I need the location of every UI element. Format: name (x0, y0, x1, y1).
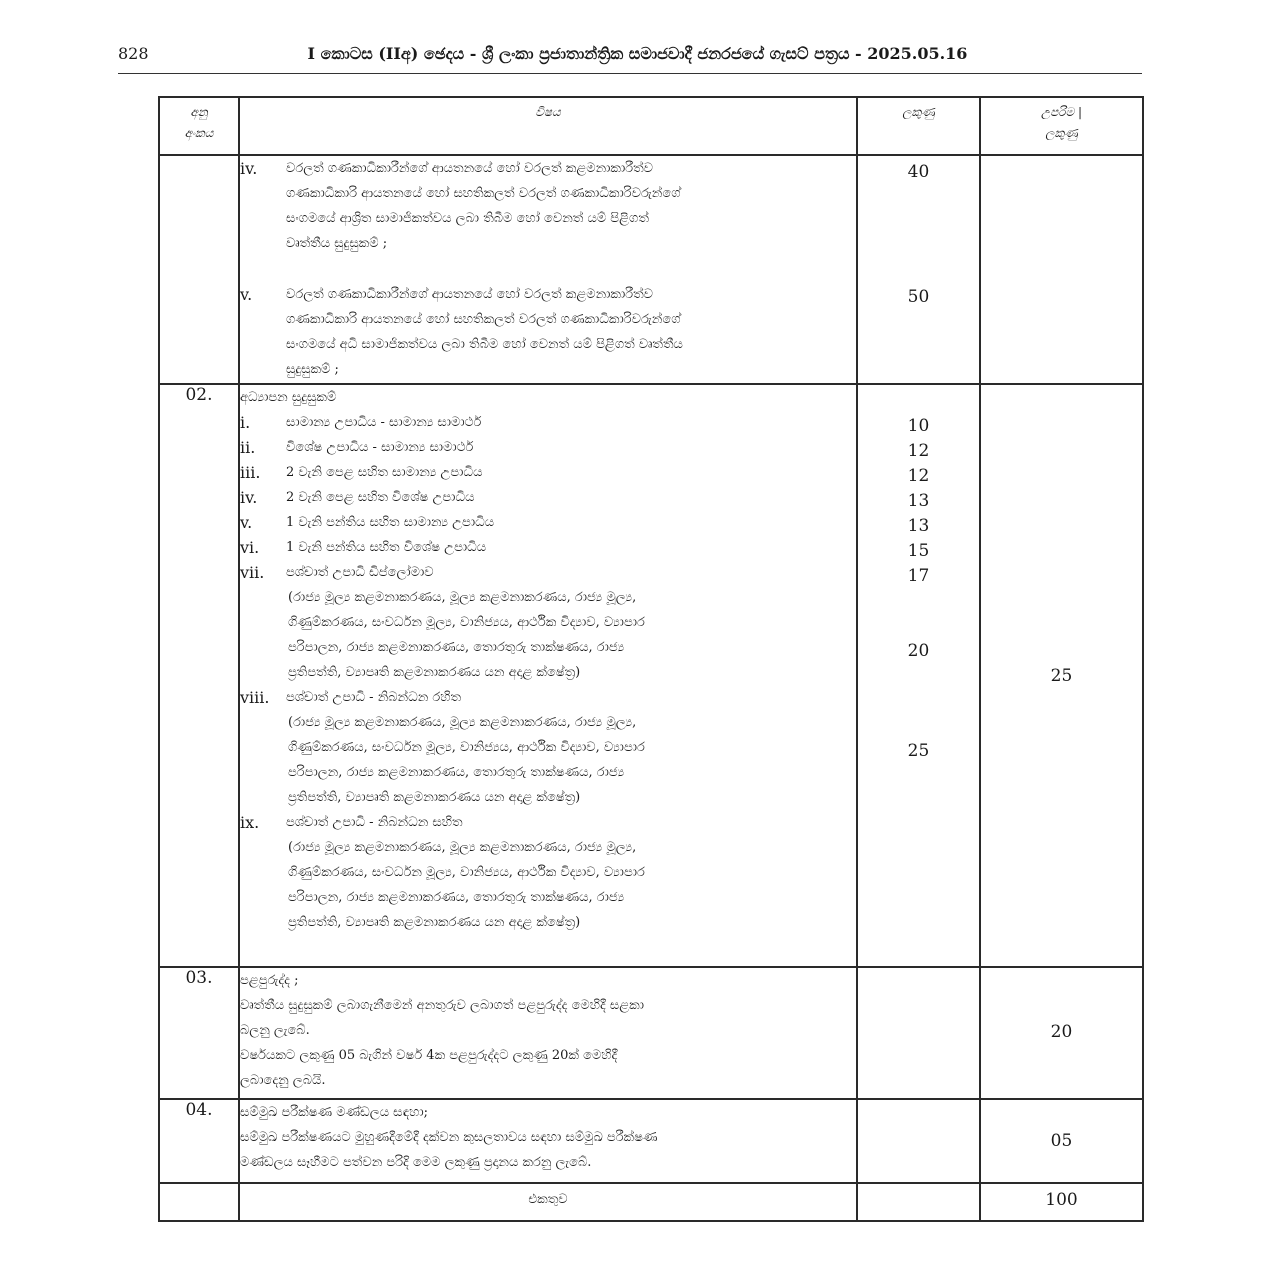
fields-list-viii (240, 710, 856, 810)
item-numeral: ix. (240, 813, 260, 832)
col-header-number-line2: අංකය (184, 126, 214, 140)
list-item (240, 485, 856, 510)
header-rule (118, 73, 1142, 74)
list-item (240, 460, 856, 485)
item-text (286, 282, 856, 382)
item-numeral: v. (240, 285, 253, 304)
text-line: පරිපාලන, රාජ්‍ය කළමනාකරණය, තොරතුරු තාක්ෂණය, රාජ්‍ය (288, 765, 625, 780)
text-line: (රාජ්‍ය මූල්‍ය කළමනාකරණය, මූල්‍ය කළමනාකරණය, රාජ්‍ය මූල්‍ය, (288, 715, 637, 730)
list-item (240, 685, 856, 710)
marks-value: 15 (907, 541, 930, 561)
text-line: වර්ෂයකට ලකුණු 05 බැගින් වර්ෂ 4ක පළපුරුද්දට ලකුණු 20ක් මෙහිදී (240, 1048, 618, 1063)
marks-value: 12 (907, 466, 930, 486)
item-text: පශ්චාත් උපාධි - නිබන්ධන සහිත (286, 815, 463, 830)
text-line: ගණකාධිකාරි ආයතනයේ හෝ සහතිකලත් වරලත් ගණකාධිකාරිවරුන්ගේ (286, 312, 681, 327)
text-line: ප්‍රතිපත්ති, ව්‍යාපෘති කළමනාකරණය යන අදාළ ක්ෂේත්‍ර) (288, 915, 581, 930)
text-line: සංගමයේ ආශ්‍රිත සාමාජිකත්වය ලබා තිබීම හෝ වෙනත් යම් පිළිගත් (286, 211, 649, 226)
item-numeral: iv. (240, 159, 258, 178)
total-number-empty (159, 1183, 239, 1221)
fields-list-vii (240, 585, 856, 685)
row-max-interview (980, 1099, 1143, 1183)
text-line: වෘත්තීය සුදුසුකම් ; (286, 236, 388, 251)
text-line: (රාජ්‍ය මූල්‍ය කළමනාකරණය, මූල්‍ය කළමනාකරණය, රාජ්‍ය මූල්‍ය, (288, 840, 637, 855)
running-title: I කොටස (IIඅ) ඡෙදය - ශ්‍රී ලංකා ප්‍රජාතාන්ත්‍රික සමාජවාදී ජනරජයේ ගැසට් පත්‍රය - 2025.05.16 (307, 44, 968, 63)
row-max-education (980, 384, 1143, 967)
table-row-continuation (159, 155, 1143, 384)
item-text: පශ්චාත් උපාධි - නිබන්ධන රහිත (286, 690, 462, 705)
item-numeral: i. (240, 413, 251, 432)
text-line: පරිපාලන, රාජ්‍ය කළමනාකරණය, තොරතුරු තාක්ෂණය, රාජ්‍ය (288, 640, 625, 655)
max-marks-value: 05 (1050, 1131, 1073, 1151)
section-heading: සම්මුඛ පරීක්ෂණ මණ්ඩලය සඳහා; (240, 1105, 429, 1120)
row-marks-professional (857, 155, 980, 384)
table-row-total (159, 1183, 1143, 1221)
row-subject-education (239, 384, 857, 967)
marks-value: 40 (907, 162, 930, 182)
row-marks-empty (857, 1099, 980, 1183)
item-text (286, 156, 856, 256)
page-number: 828 (118, 44, 149, 63)
list-item (240, 435, 856, 460)
text-line: ගිණුම්කරණය, සංවර්ධන මූල්‍ය, වානිජ්‍යය, ආර්ථික විද්‍යාව, ව්‍යාපාර (288, 615, 645, 630)
row-subject-professional (239, 155, 857, 384)
list-item (240, 560, 856, 585)
marks-value: 17 (907, 566, 930, 586)
text-line: සංගමයේ අධි සාමාජිකත්වය ලබා තිබීම හෝ වෙනත් යම් පිළිගත් වෘත්තීය (286, 337, 683, 352)
item-text: 1 වැනි පන්තිය සහිත විශේෂ උපාධිය (286, 540, 487, 555)
spacer (240, 256, 856, 282)
item-numeral: vi. (240, 538, 260, 557)
col-header-marks (857, 97, 980, 155)
item-numeral: ii. (240, 438, 256, 457)
col-header-subject (239, 97, 857, 155)
total-label: එකතුව (239, 1183, 857, 1221)
list-item-prof-v (240, 282, 856, 382)
row-subject-experience (239, 967, 857, 1099)
item-text: 2 වැනි පෙළ සහිත සාමාන්‍ය උපාධිය (286, 465, 483, 480)
section-heading: පළපුරුද්ද ; (240, 973, 299, 988)
item-numeral: v. (240, 513, 253, 532)
table-row-education (159, 384, 1143, 967)
paragraph (240, 1125, 856, 1175)
marks-value: 10 (907, 416, 930, 436)
marks-value: 50 (907, 287, 930, 307)
item-numeral: iii. (240, 463, 261, 482)
col-header-marks-label: ලකුණු (902, 105, 935, 119)
col-header-number-line1: අනු (190, 105, 208, 119)
item-text: විශේෂ උපාධිය - සාමාන්‍ය සාමාර්ථ (286, 440, 474, 455)
paragraph (240, 993, 856, 1043)
text-line: ලබාදෙනු ලබයි. (240, 1073, 326, 1088)
marks-value: 13 (907, 516, 930, 536)
marks-value: 25 (907, 741, 930, 761)
text-line: (රාජ්‍ය මූල්‍ය කළමනාකරණය, මූල්‍ය කළමනාකරණය, රාජ්‍ය මූල්‍ය, (288, 590, 637, 605)
text-line: වරලත් ගණකාධිකාරීන්ගේ ආයතනයේ හෝ වරලත් කළමනාකාරීත්ව (286, 287, 654, 302)
list-item (240, 810, 856, 835)
row-number-empty (159, 155, 239, 384)
row-marks-education (857, 384, 980, 967)
text-line: ගිණුම්කරණය, සංවර්ධන මූල්‍ය, වානිජ්‍යය, ආර්ථික විද්‍යාව, ව්‍යාපාර (288, 740, 645, 755)
list-item (240, 535, 856, 560)
marks-table (158, 96, 1144, 1222)
text-line: ගිණුම්කරණය, සංවර්ධන මූල්‍ය, වානිජ්‍යය, ආර්ථික විද්‍යාව, ව්‍යාපාර (288, 865, 645, 880)
row-max-experience (980, 967, 1143, 1099)
text-line: මණ්ඩලය සෑහීමට පත්වන පරිදි මෙම ලකුණු ප්‍රදානය කරනු ලැබේ. (240, 1155, 592, 1170)
list-item (240, 510, 856, 535)
row-subject-interview (239, 1099, 857, 1183)
text-line: වෘත්තීය සුදුසුකම් ලබාගැනීමෙන් අනතුරුව ලබාගත් පළපුරුද්ද මෙහිදී සළකා (240, 998, 645, 1013)
item-text: සාමාන්‍ය උපාධිය - සාමාන්‍ය සාමාර්ථ (286, 415, 482, 430)
total-marks-empty (857, 1183, 980, 1221)
marks-value: 12 (907, 441, 930, 461)
col-header-subject-label: විෂය (535, 105, 561, 119)
list-item-prof-iv (240, 156, 856, 256)
fields-list-ix (240, 835, 856, 935)
col-header-number (159, 97, 239, 155)
item-numeral: vii. (240, 563, 265, 582)
list-item (240, 410, 856, 435)
item-text: 1 වැනි පන්තිය සහිත සාමාන්‍ය උපාධිය (286, 515, 495, 530)
text-line: ගණකාධිකාරි ආයතනයේ හෝ සහතිකලත් වරලත් ගණකාධිකාරිවරුන්ගේ (286, 186, 681, 201)
row-number: 03. (159, 967, 239, 1099)
item-numeral: viii. (240, 688, 270, 707)
row-number: 02. (159, 384, 239, 967)
item-text: 2 වැනි පෙළ සහිත විශේෂ උපාධිය (286, 490, 475, 505)
section-heading: අධ්‍යාපන සුදුසුකම් (240, 390, 337, 405)
table-header-row (159, 97, 1143, 155)
paragraph (240, 1043, 856, 1093)
text-line: ප්‍රතිපත්ති, ව්‍යාපෘති කළමනාකරණය යන අදාළ ක්ෂේත්‍ර) (288, 790, 581, 805)
col-header-max-line2: ලකුණු (1045, 126, 1078, 140)
text-line: පරිපාලන, රාජ්‍ය කළමනාකරණය, තොරතුරු තාක්ෂණය, රාජ්‍ය (288, 890, 625, 905)
item-numeral: iv. (240, 488, 258, 507)
table-row-experience (159, 967, 1143, 1099)
text-line: වරලත් ගණකාධිකාරීන්ගේ ආයතනයේ හෝ වරලත් කළමනාකාරීත්ව (286, 161, 654, 176)
col-header-max-line1: උපරිම | (1040, 105, 1082, 119)
marks-value: 20 (907, 641, 930, 661)
marks-value: 13 (907, 491, 930, 511)
total-value: 100 (980, 1183, 1143, 1221)
col-header-max-marks (980, 97, 1143, 155)
max-marks-value: 25 (1050, 666, 1073, 686)
text-line: බලනු ලැබේ. (240, 1023, 310, 1038)
row-marks-empty (857, 967, 980, 1099)
text-line: සුදුසුකම් ; (286, 362, 339, 377)
table-row-interview (159, 1099, 1143, 1183)
max-marks-value: 20 (1050, 1022, 1073, 1042)
text-line: සම්මුඛ පරීක්ෂණයට මුහුණදීමේදී දක්වන කුසලතාවය සඳහා සම්මුඛ පරීක්ෂණ (240, 1130, 658, 1145)
row-max-empty (980, 155, 1143, 384)
item-text: පශ්චාත් උපාධි ඩිප්ලෝමාව (286, 565, 434, 580)
text-line: ප්‍රතිපත්ති, ව්‍යාපෘති කළමනාකරණය යන අදාළ ක්ෂේත්‍ර) (288, 665, 581, 680)
row-number: 04. (159, 1099, 239, 1183)
